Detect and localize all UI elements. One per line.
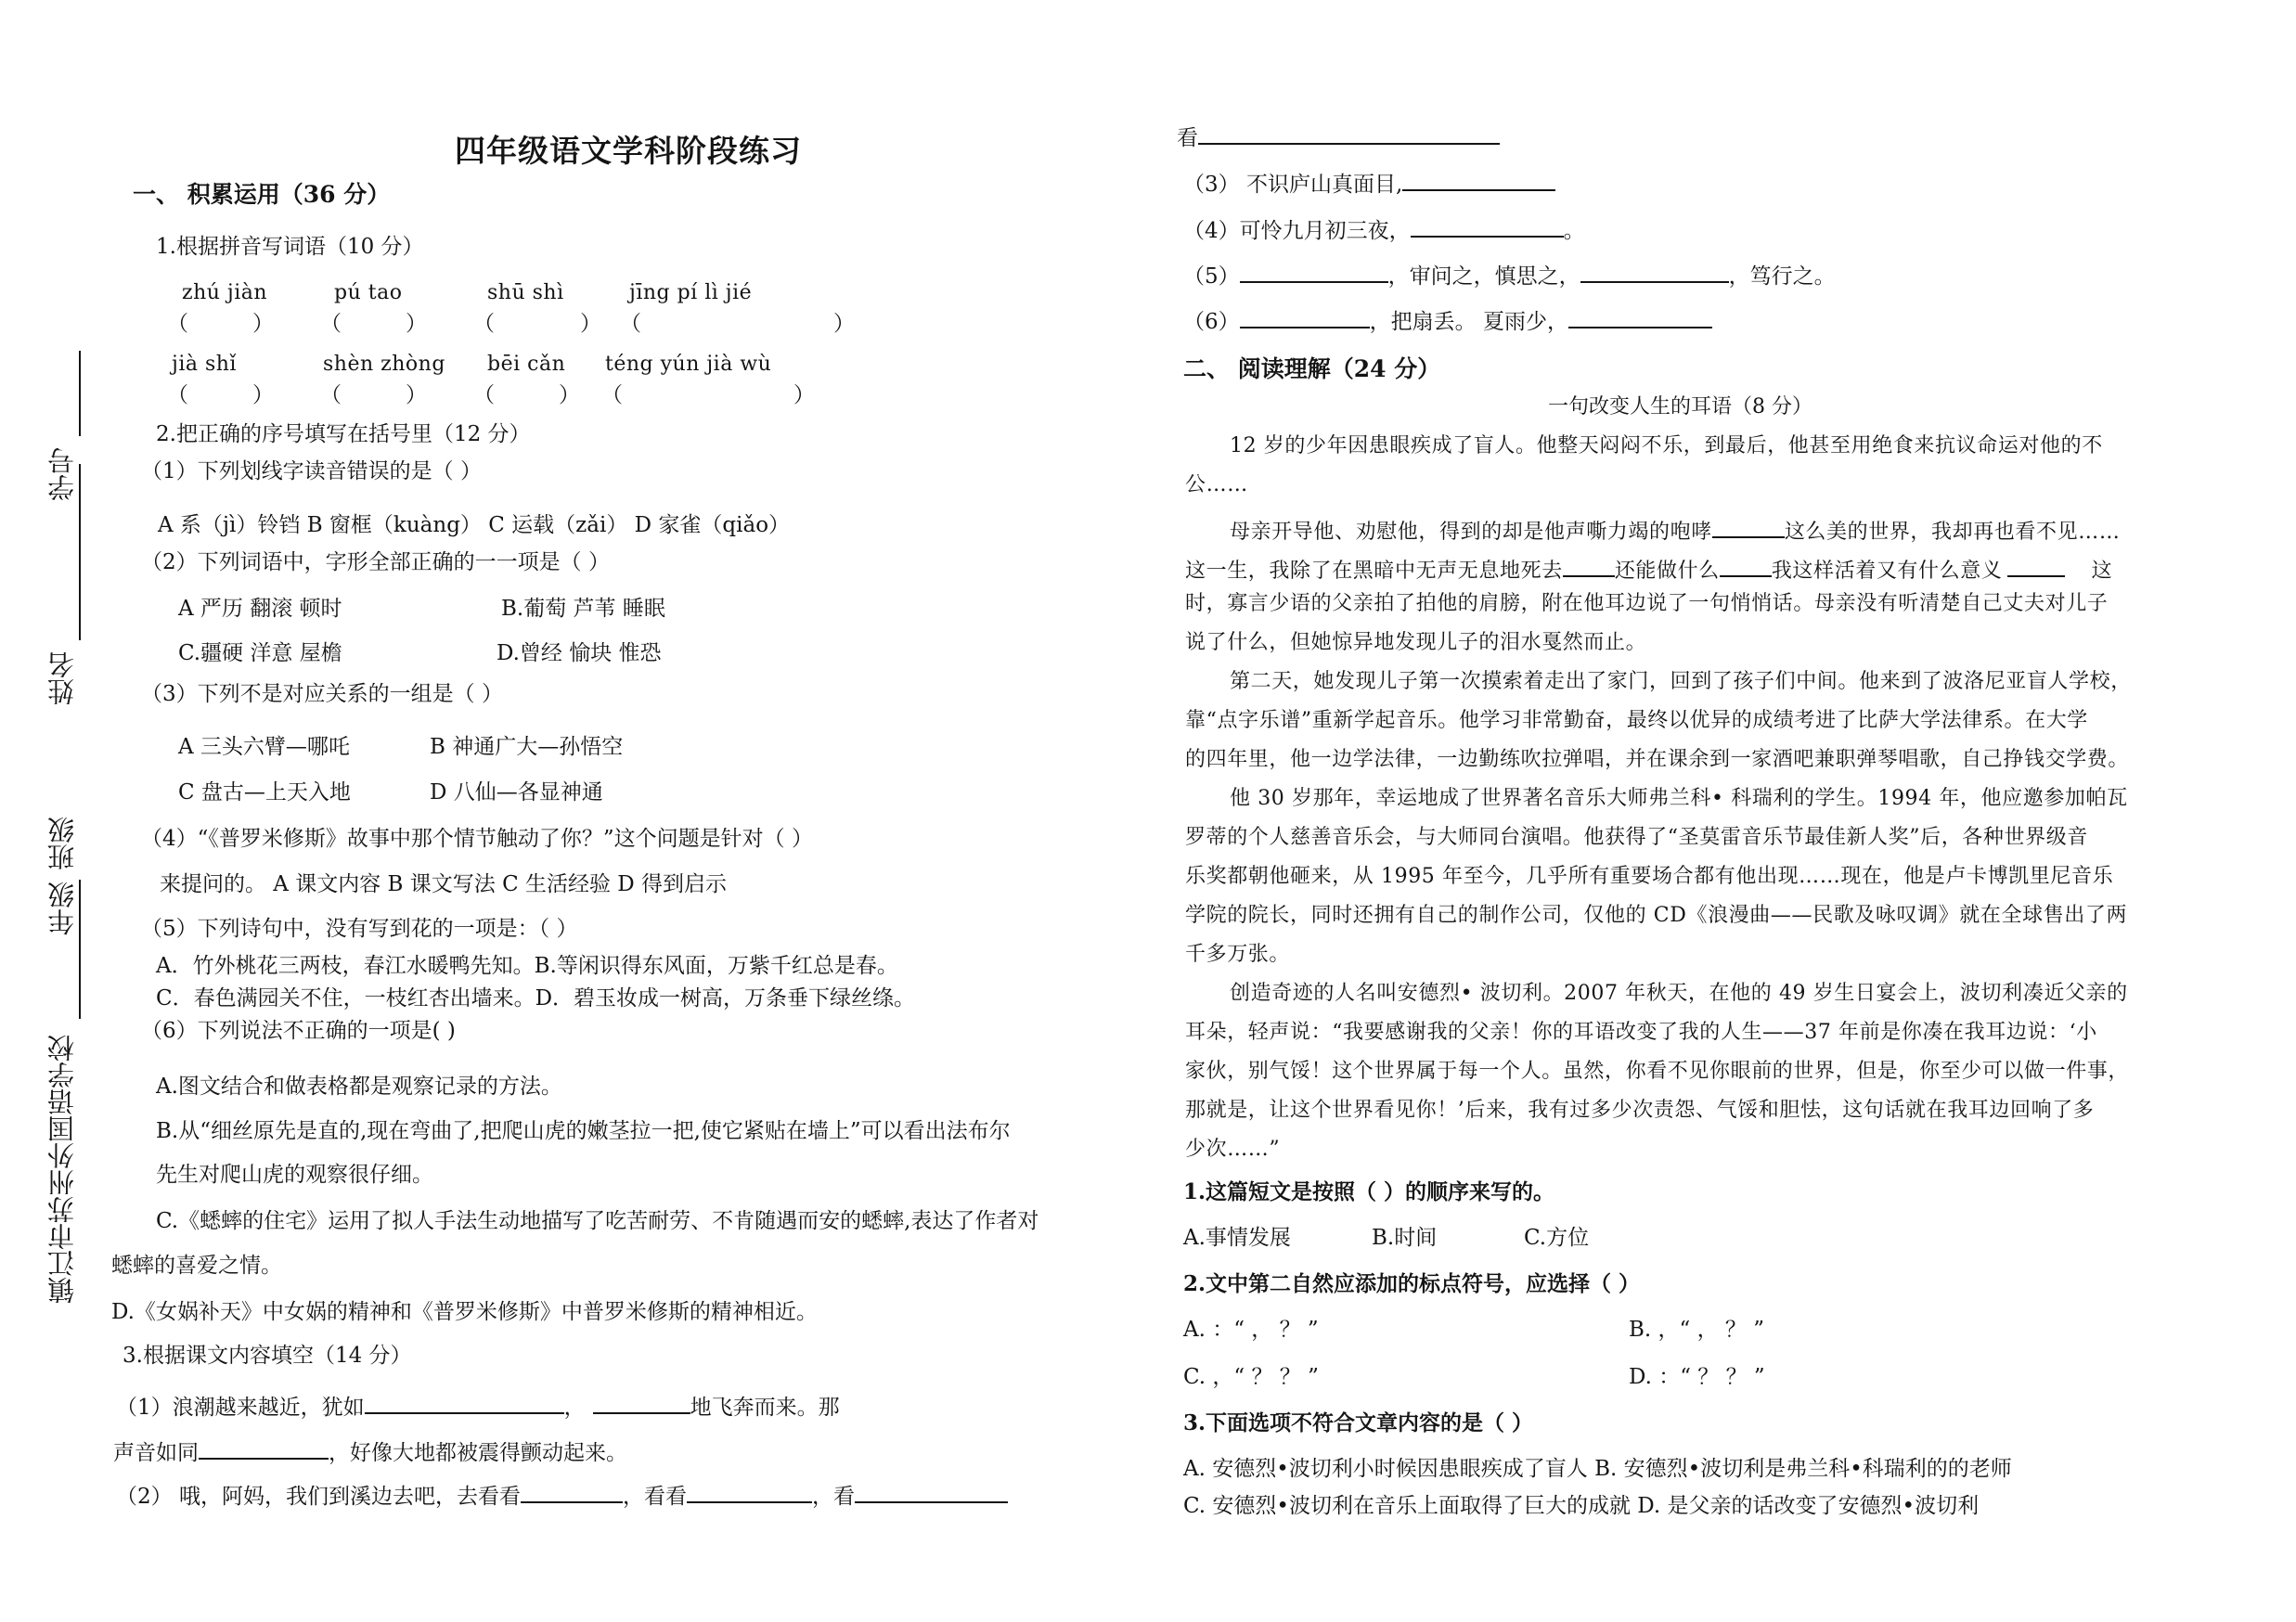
page-title: 四年级语文学科阶段练习 <box>455 133 802 169</box>
fill-blank[interactable] <box>1402 169 1555 191</box>
q3-5-text-c: ，笃行之。 <box>1728 264 1836 289</box>
section-1-heading: 一、 积累运用（36 分） <box>133 181 391 208</box>
story-title: 一句改变人生的耳语（8 分） <box>1548 395 1812 418</box>
q3-3-text: （3） 不识庐山真面目, <box>1183 173 1403 197</box>
paragraph-5-line: 少次……” <box>1185 1138 1281 1161</box>
q2-2-option-d: D.曾经 愉块 惟恐 <box>497 641 662 665</box>
answer-bracket[interactable]: （ ） <box>473 383 580 407</box>
grade-label: 年级 <box>46 882 78 935</box>
paragraph-4-line: 乐奖都朝他砸来，从 1995 年至今，几乎所有重要场合都有他出现……现在，他是卢卡博凯里尼音乐 <box>1185 865 2114 888</box>
paragraph-2-line <box>1185 555 2112 582</box>
q2-prompt: 2.把正确的序号填写在括号里（12 分） <box>156 422 531 446</box>
q2-5-options-ab: A．竹外桃花三两枝，春江水暖鸭先知。B.等闲识得东风面，万紫千红总是春。 <box>156 954 898 978</box>
name-label: 姓名 <box>46 651 78 705</box>
reading-q2-option-c: C. ，“ ？ ？ ” <box>1183 1365 1319 1389</box>
p2-text: 还能做什么 <box>1614 560 1720 583</box>
answer-bracket[interactable]: （ ） <box>167 312 274 336</box>
pinyin-item: pú tao <box>334 281 403 304</box>
q3-1-text-d: 声音如同 <box>113 1441 199 1465</box>
q2-3-prompt: （3）下列不是对应关系的一组是（ ） <box>141 682 503 706</box>
paragraph-2-line: 说了什么，但她惊异地发现儿子的泪水戛然而止。 <box>1185 631 1647 654</box>
fill-blank[interactable] <box>1720 555 1772 577</box>
q2-2-option-a: A 严历 翻滚 顿时 <box>178 597 342 621</box>
fill-blank[interactable] <box>593 1392 690 1414</box>
reading-q2-option-d: D. ：“ ？ ？ ” <box>1629 1365 1765 1389</box>
q2-4-prompt: （4）“《普罗米修斯》故事中那个情节触动了你？”这个问题是针对（ ） <box>141 827 813 851</box>
fill-blank[interactable] <box>1568 306 1712 328</box>
reading-q1-prompt: 1.这篇短文是按照（ ）的顺序来写的。 <box>1183 1179 1555 1204</box>
q3-4-line: （4）可怜九月初三夜， 。 <box>1183 215 1585 242</box>
pinyin-item: shū shì <box>487 281 564 304</box>
paragraph-4-line: 他 30 岁那年，幸运地成了世界著名音乐大师弗兰科• 科瑞利的学生。1994 年，他应邀参加帕瓦 <box>1230 787 2128 810</box>
q2-5-options-cd: C．春色满园关不住，一枝红杏出墙来。D．碧玉妆成一树高，万条垂下绿丝绦。 <box>156 986 916 1011</box>
q2-1-options: A 系（jì）铃铛 B 窗框（kuàng） C 运载（zǎi） D 家雀（qiǎo） <box>158 513 791 537</box>
q3-1-text-c: 地飞奔而来。那 <box>690 1396 840 1420</box>
q1-prompt: 1.根据拼音写词语（10 分） <box>156 235 424 259</box>
q3-1-line1 <box>116 1392 840 1419</box>
paragraph-4-line: 千多万张。 <box>1185 943 1291 966</box>
paragraph-1-line: 12 岁的少年因患眼疾成了盲人。他整天闷闷不乐，到最后，他甚至用绝食来抗议命运对他的不 <box>1230 434 2103 457</box>
q3-4-text: （4）可怜九月初三夜， <box>1183 219 1411 243</box>
reading-q2-option-b: B. ，“ ， ？ ” <box>1629 1318 1764 1342</box>
reading-q1-option-a: A.事情发展 <box>1183 1226 1291 1250</box>
number-label: 学号 <box>46 447 78 501</box>
q2-2-prompt: （2）下列词语中，字形全部正确的一一项是（ ） <box>141 550 610 574</box>
pinyin-item: jià shǐ <box>172 353 237 376</box>
q3-2-continued <box>1177 122 1500 149</box>
p2-text: 这 <box>2091 560 2113 583</box>
q2-5-prompt: （5）下列诗句中，没有写到花的一项是：（ ） <box>141 917 578 941</box>
answer-bracket[interactable]: （ ） <box>473 312 601 336</box>
q3-2-text-kan: 看 <box>1177 126 1198 150</box>
pinyin-item: shèn zhòng <box>323 353 445 376</box>
section-2-heading: 二、 阅读理解（24 分） <box>1183 355 1441 382</box>
q2-6-option-d: D.《女娲补天》中女娲的精神和《普罗米修斯》中普罗米修斯的精神相近。 <box>111 1300 818 1324</box>
fill-blank[interactable] <box>1240 261 1388 283</box>
answer-bracket[interactable]: （ ） <box>620 312 855 336</box>
pinyin-item: bēi cǎn <box>487 353 566 376</box>
q2-4-options: 来提问的。 A 课文内容 B 课文写法 C 生活经验 D 得到启示 <box>160 872 728 896</box>
pinyin-item: téng yún jià wù <box>605 353 772 376</box>
q2-3-option-a: A 三头六臂—哪吒 <box>178 735 350 759</box>
p2-text: 我这样活着又有什么意义 <box>1771 560 2003 583</box>
p2-text: 这一生，我除了在黑暗中无声无息地死去 <box>1185 560 1563 583</box>
answer-bracket[interactable]: （ ） <box>320 312 427 336</box>
answer-bracket[interactable]: （ ） <box>167 383 274 407</box>
paragraph-5-line: 耳朵，轻声说：“我要感谢我的父亲！你的耳语改变了我的人生——37 年前是你凑在我耳边说：‘小 <box>1185 1021 2097 1044</box>
q3-2-text-c: ，看 <box>811 1485 855 1509</box>
reading-q2-prompt: 2.文中第二自然应添加的标点符号，应选择（ ） <box>1183 1271 1641 1296</box>
fill-blank[interactable] <box>365 1392 564 1414</box>
q3-1-text-a: （1）浪潮越来越近，犹如 <box>116 1396 365 1420</box>
reading-q2-option-a: A. ：“ ， ？ ” <box>1183 1318 1319 1342</box>
q2-6-option-c-line1: C.《蟋蟀的住宅》运用了拟人手法生动地描写了吃苦耐劳、不肯随遇而安的蟋蟀,表达了作者对 <box>156 1209 1039 1233</box>
paragraph-5-line: 那就是，让这个世界看见你！’后来，我有过多少次责怨、气馁和胆怯，这句话就在我耳边回响了多 <box>1185 1099 2095 1122</box>
p2-text: 这么美的世界，我却再也看不见…… <box>1784 521 2121 544</box>
q3-1-text-e: ，好像大地都被震得颤动起来。 <box>329 1441 627 1465</box>
grade-blank <box>79 937 81 993</box>
class-label: 班级 <box>46 817 78 870</box>
fill-blank[interactable] <box>199 1437 329 1460</box>
reading-q3-options-ab: A. 安德烈•波切利小时候因患眼疾成了盲人 B. 安德烈•波切利是弗兰科•科瑞利的的老师 <box>1183 1457 2012 1481</box>
reading-q3-prompt: 3.下面选项不符合文章内容的是（ ） <box>1183 1410 1534 1435</box>
paragraph-3-line: 第二天，她发现儿子第一次摸索着走出了家门，回到了孩子们中间。他来到了波洛尼亚盲人学校， <box>1230 670 2132 693</box>
q3-6-text-b: ，把扇丢。 夏雨少， <box>1369 310 1568 334</box>
q2-6-option-b-line1: B.从“细丝原先是直的,现在弯曲了,把爬山虎的嫩茎拉一把,使它紧贴在墙上”可以看出法布尔 <box>156 1119 1011 1143</box>
q3-1-text-b: ， <box>563 1396 586 1420</box>
paragraph-3-line: 的四年里，他一边学法律，一边勤练吹拉弹唱，并在课余到一家酒吧兼职弹琴唱歌，自己挣钱交学费。 <box>1185 748 2130 771</box>
pinyin-item: jīng pí lì jié <box>629 281 753 304</box>
q2-1-prompt: （1）下列划线字读音错误的是（ ） <box>141 459 482 483</box>
paragraph-2-line <box>1230 516 2120 543</box>
reading-q1-option-b: B.时间 <box>1372 1226 1438 1250</box>
reading-q3-options-cd: C. 安德烈•波切利在音乐上面取得了巨大的成就 D. 是父亲的话改变了安德烈•波切利 <box>1183 1494 1980 1518</box>
q3-2-text-a: （2） 哦，阿妈，我们到溪边去吧，去看看 <box>116 1485 521 1509</box>
fill-blank[interactable] <box>687 1481 812 1503</box>
fill-blank[interactable] <box>2007 555 2065 577</box>
q3-5-line <box>1183 261 1836 288</box>
q3-3-line <box>1183 169 1555 196</box>
q3-6-line <box>1183 306 1712 333</box>
fill-blank[interactable] <box>855 1481 1008 1503</box>
paragraph-2-line: 时，寡言少语的父亲拍了拍他的肩膀，附在他耳边说了一句悄悄话。母亲没有听清楚自己丈夫对儿子 <box>1185 592 2109 615</box>
q2-6-prompt: （6）下列说法不正确的一项是( ) <box>141 1019 456 1043</box>
fill-blank[interactable] <box>521 1481 623 1503</box>
fill-blank[interactable] <box>1712 516 1785 538</box>
fill-blank[interactable] <box>1563 555 1615 577</box>
q3-5-text-b: ，审问之，慎思之， <box>1387 264 1580 289</box>
fill-blank[interactable] <box>1580 261 1729 283</box>
school-name: 镇江市苏州外国语学校 <box>46 1035 78 1304</box>
reading-q1-option-c: C.方位 <box>1524 1226 1590 1250</box>
q3-6-text-a: （6） <box>1183 310 1240 334</box>
paragraph-3-line: 靠“点字乐谱”重新学起音乐。他学习非常勤奋，最终以优异的成绩考进了比萨大学法律系。在大学 <box>1185 709 2088 732</box>
paragraph-4-line: 罗蒂的个人慈善音乐会，与大师同台演唱。他获得了“圣莫雷音乐节最佳新人奖”后，各种世界级音 <box>1185 826 2088 849</box>
paragraph-4-line: 学院的院长，同时还拥有自己的制作公司，仅他的 CD《浪漫曲——民歌及咏叹调》就在全球售出了两 <box>1185 904 2128 927</box>
q2-6-option-a: A.图文结合和做表格都是观察记录的方法。 <box>156 1075 562 1099</box>
q2-6-option-c-line2: 蟋蟀的喜爱之情。 <box>111 1254 282 1278</box>
answer-bracket[interactable]: （ ） <box>320 383 427 407</box>
answer-bracket[interactable]: （ ） <box>601 383 815 407</box>
fill-blank[interactable] <box>1198 122 1500 145</box>
q2-3-option-b: B 神通广大—孙悟空 <box>430 735 624 759</box>
q2-2-option-c: C.疆硬 洋意 屋檐 <box>178 641 342 665</box>
q3-2-line <box>116 1481 1008 1508</box>
fill-blank[interactable] <box>1240 306 1370 328</box>
p2-text: 母亲开导他、劝慰他，得到的却是他声嘶力竭的咆哮 <box>1230 521 1712 544</box>
q3-2-text-b: ，看看 <box>622 1485 687 1509</box>
q3-prompt: 3.根据课文内容填空（14 分） <box>123 1344 412 1368</box>
q2-6-option-b-line2: 先生对爬山虎的观察很仔细。 <box>156 1163 433 1187</box>
q2-3-option-c: C 盘古—上天入地 <box>178 780 351 805</box>
q3-5-text-a: （5） <box>1183 264 1240 289</box>
pinyin-item: zhú jiàn <box>182 281 268 304</box>
q2-2-option-b: B.葡萄 芦苇 睡眠 <box>501 597 665 621</box>
q3-1-line2 <box>113 1437 627 1464</box>
fill-blank[interactable] <box>1411 215 1564 238</box>
paragraph-1-line: 公…… <box>1185 473 1248 496</box>
paragraph-5-line: 家伙，别气馁！这个世界属于每一个人。虽然，你看不见你眼前的世界，但是，你至少可以做一件事， <box>1185 1060 2130 1083</box>
paragraph-5-line: 创造奇迹的人名叫安德烈• 波切利。2007 年秋天，在他的 49 岁生日宴会上，波切利凑近父亲的 <box>1230 982 2128 1005</box>
number-blank <box>79 351 81 436</box>
q2-3-option-d: D 八仙—各显神通 <box>430 780 603 805</box>
